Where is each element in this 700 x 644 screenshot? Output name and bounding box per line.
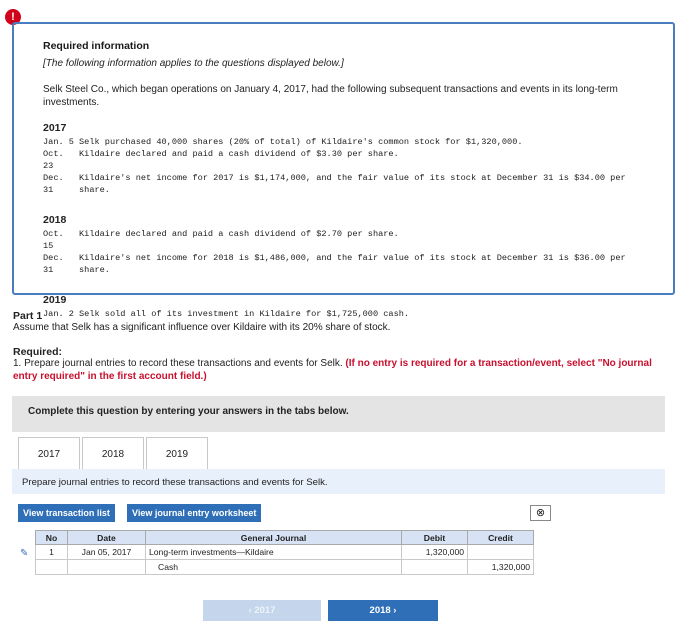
event-date: Jan. 5 <box>43 137 74 147</box>
tab-2019[interactable]: 2019 <box>146 437 208 470</box>
cell-no <box>36 560 68 575</box>
header-date: Date <box>68 531 146 545</box>
event-date: Dec. 31 <box>43 173 64 195</box>
event-row <box>43 252 645 276</box>
view-transaction-list-button[interactable]: View transaction list <box>18 504 115 522</box>
cell-debit: 1,320,000 <box>402 545 468 560</box>
cell-date <box>68 560 146 575</box>
table-row[interactable] <box>36 560 534 575</box>
view-journal-entry-worksheet-button[interactable]: View journal entry worksheet <box>127 504 261 522</box>
info-title: Required information <box>43 40 150 52</box>
cell-credit: 1,320,000 <box>468 560 534 575</box>
year-heading-2019: 2019 <box>43 294 67 306</box>
event-text: Kildaire's net income for 2018 is $1,486,000, and the fair value of its stock at December 31 is $36.00 per share. <box>79 253 626 275</box>
event-row <box>43 308 645 320</box>
event-date: Jan. 2 <box>43 309 74 319</box>
info-subtitle: [The following information applies to the questions displayed below.] <box>43 58 344 69</box>
event-row <box>43 228 645 252</box>
next-tab-button[interactable]: 2018 › <box>328 600 438 621</box>
event-text: Kildaire declared and paid a cash dividend of $3.30 per share. <box>79 149 399 159</box>
journal-table <box>35 530 534 575</box>
event-row <box>43 172 645 196</box>
cell-credit <box>468 545 534 560</box>
event-date: Oct. 15 <box>43 229 64 251</box>
event-date: Oct. 23 <box>43 149 64 171</box>
prepare-instruction: Prepare journal entries to record these transactions and events for Selk. <box>12 469 665 494</box>
event-date: Dec. 31 <box>43 253 64 275</box>
part-description: Assume that Selk has a significant influence over Kildaire with its 20% share of stock. <box>13 322 391 333</box>
event-text: Kildaire declared and paid a cash dividend of $2.70 per share. <box>79 229 399 239</box>
events-2018 <box>43 228 645 276</box>
required-body: 1. Prepare journal entries to record these transactions and events for Selk. <box>13 358 346 369</box>
event-text: Selk purchased 40,000 shares (20% of total) of Kildaire's common stock for $1,320,000. <box>79 137 523 147</box>
alert-icon: ! <box>5 9 21 25</box>
cell-account: Long-term investments—Kildaire <box>146 545 402 560</box>
header-debit: Debit <box>402 531 468 545</box>
event-text: Kildaire's net income for 2017 is $1,174,000, and the fair value of its stock at December 31 is $34.00 per share. <box>79 173 626 195</box>
events-2017 <box>43 136 645 196</box>
header-no: No <box>36 531 68 545</box>
tab-2017[interactable]: 2017 <box>18 437 80 470</box>
part-title: Part 1 <box>13 310 43 322</box>
required-text <box>13 357 673 383</box>
header-credit: Credit <box>468 531 534 545</box>
cell-debit <box>402 560 468 575</box>
header-general-journal: General Journal <box>146 531 402 545</box>
complete-question-bar: Complete this question by entering your answers in the tabs below. <box>12 396 665 432</box>
year-heading-2017: 2017 <box>43 122 67 134</box>
info-intro: Selk Steel Co., which began operations on January 4, 2017, had the following subsequent transactions and events in its long-term investments. <box>43 84 618 108</box>
events-2019 <box>43 308 645 320</box>
required-instruction: (If no entry is required for a transaction/event, select "No journal entry required" in the first account field.) <box>13 358 652 382</box>
close-icon[interactable]: ⊗ <box>530 505 551 521</box>
event-text: Selk sold all of its investment in Kildaire for $1,725,000 cash. <box>79 309 410 319</box>
tab-2018[interactable]: 2018 <box>82 437 144 470</box>
pencil-icon[interactable]: ✎ <box>20 548 29 559</box>
event-row <box>43 148 645 172</box>
prev-tab-button[interactable]: ‹ 2017 <box>203 600 321 621</box>
cell-account: Cash <box>146 560 402 575</box>
table-row[interactable] <box>36 545 534 560</box>
event-row <box>43 136 645 148</box>
required-title: Required: <box>13 346 63 358</box>
cell-no: 1 <box>36 545 68 560</box>
cell-date: Jan 05, 2017 <box>68 545 146 560</box>
journal-header-row <box>36 531 534 545</box>
year-heading-2018: 2018 <box>43 214 67 226</box>
